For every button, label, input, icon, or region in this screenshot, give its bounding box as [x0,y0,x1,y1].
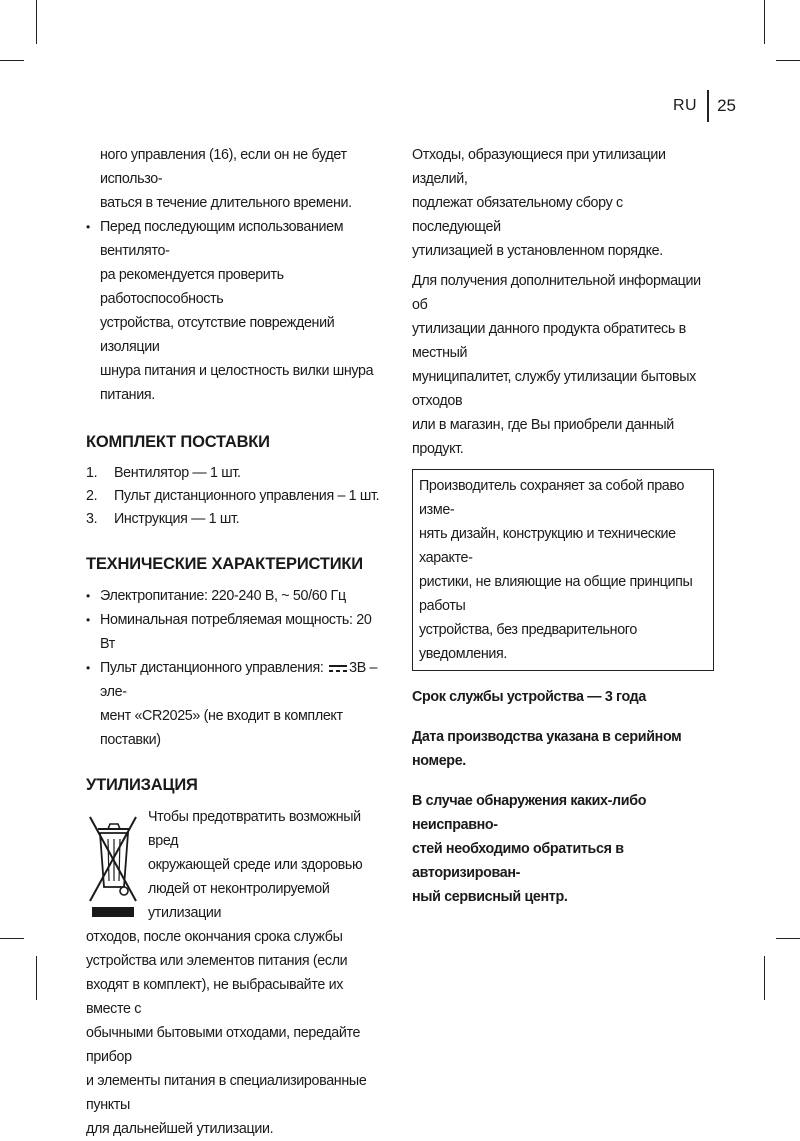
text-line: обычными бытовыми отходами, передайте прибор [86,1025,361,1065]
text-line: подлежат обязательному сбору с последующей [412,195,623,235]
spec-consumption: • Номинальная потребляемая мощность: 20 Вт [86,608,382,656]
text-line: устройства или элементов питания (если [86,953,348,969]
manufacturer-note [419,474,709,666]
text-line: Для получения дополнительной информации об [412,273,701,313]
text-line: или в магазин, где Вы приобрели данный продукт. [412,417,674,457]
crop-mark [36,956,37,1000]
text-line: Пульт дистанционного управления: [100,660,324,676]
text-line: Отходы, образующиеся при утилизации изделий, [412,147,666,187]
text-line: отходов, после окончания срока службы [86,929,343,945]
item-number: 2. [86,488,98,504]
specs-list [86,584,382,752]
crop-mark [0,938,24,939]
continuation-paragraph [86,143,382,215]
text-line: входят в комплект), не выбрасывайте их вместе с [86,977,344,1017]
crop-mark [776,60,800,61]
production-date: Дата производства указана в серийном номере. [412,729,682,769]
text-line: стей необходимо обратиться в авторизирован- [412,841,624,881]
utilization-block [86,805,382,1141]
spec-remote [86,656,382,752]
service-life: Срок службы устройства — 3 года [412,689,646,705]
text-line: ра рекомендуется проверить работоспособность [100,267,284,307]
crop-mark [776,938,800,939]
text-line: для дальнейшей утилизации. [86,1121,274,1137]
text-line: мент «CR2025» (не входит в комплект поставки) [100,708,343,748]
service-center-paragraph [412,789,714,909]
left-column [86,143,382,1141]
text-line: ристики, не влияющие на общие принципы работы [419,574,693,614]
text-line: устройства, без предварительного уведомления. [419,622,637,662]
item-text: Вентилятор — 1 шт. [114,465,241,481]
text-line: шнура питания и целостность вилки шнура [100,363,374,379]
crop-mark [36,0,37,44]
precaution-list [86,215,382,407]
text-line: утилизацией в установленном порядке. [412,243,663,259]
text-line: ного управления (16), если он не будет использо- [100,147,347,187]
crop-mark [764,956,765,1000]
precaution-item [86,215,382,407]
spec-power: • Электропитание: 220-240 В, ~ 50/60 Гц [86,584,382,608]
language-code: RU [672,97,698,114]
text-line: и элементы питания в специализированные пункты [86,1073,367,1113]
text-line: утилизации данного продукта обратитесь в местный [412,321,686,361]
text-line: устройства, отсутствие повреждений изоляции [100,315,335,355]
text-line: муниципалитет, службу утилизации бытовых отходов [412,369,696,409]
crop-mark [764,0,765,44]
waste-collection-paragraph [412,143,714,263]
complect-list [86,462,382,531]
text-line: Чтобы предотвратить возможный вред [148,809,361,849]
text-line: В случае обнаружения каких-либо неисправно- [412,793,647,833]
text-line: Перед последующим использованием вентилято- [100,219,344,259]
section-title-specs: ТЕХНИЧЕСКИЕ ХАРАКТЕРИСТИКИ [86,555,363,573]
item-text: Инструкция — 1 шт. [114,511,240,527]
manufacturer-note-box [412,469,714,671]
right-column [412,143,714,909]
text-line: Производитель сохраняет за собой право изме- [419,478,685,518]
text-line: 3В – эле- [100,660,378,700]
page-header [673,92,736,120]
text-line: питания. [100,387,155,403]
complect-item [86,508,382,531]
text-line: ваться в течение длительного времени. [100,195,352,211]
dc-current-icon [329,664,347,673]
page-number: 25 [717,96,736,115]
section-title-utilization: УТИЛИЗАЦИЯ [86,776,198,794]
complect-item [86,462,382,485]
crop-mark [0,60,24,61]
crossed-out-wheelie-bin-icon [86,809,140,921]
text-line: людей от неконтролируемой утилизации [148,881,330,921]
complect-item [86,485,382,508]
additional-info-paragraph [412,269,714,461]
section-title-complect: КОМПЛЕКТ ПОСТАВКИ [86,433,270,451]
text-line: нять дизайн, конструкцию и технические характе- [419,526,676,566]
item-number: 3. [86,511,98,527]
text-line: окружающей среде или здоровью [148,857,363,873]
item-text: Пульт дистанционного управления – 1 шт. [114,488,380,504]
item-number: 1. [86,465,98,481]
text-line: ный сервисный центр. [412,889,568,905]
